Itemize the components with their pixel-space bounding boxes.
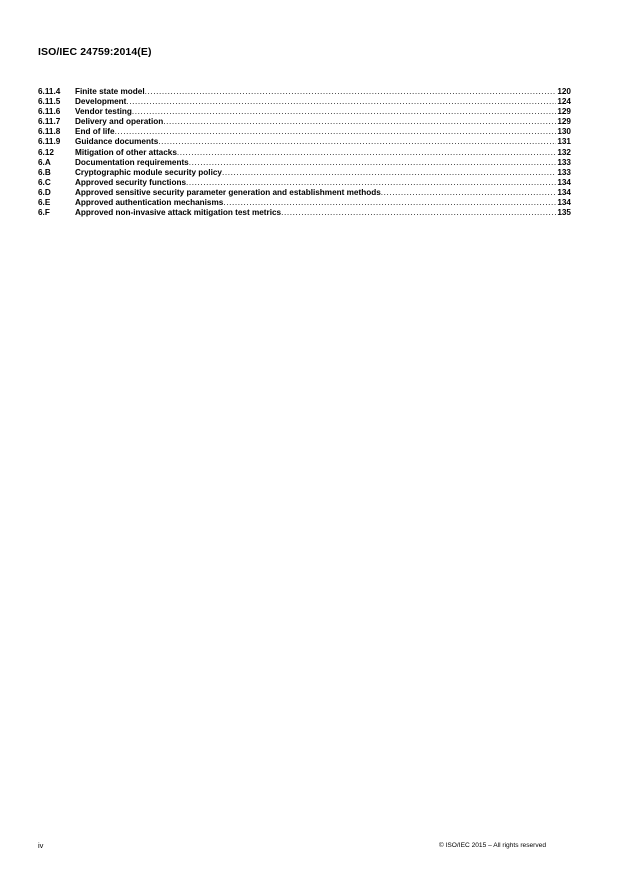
toc-entry-page: 135 — [557, 208, 571, 218]
toc-entry-number: 6.D — [38, 187, 51, 197]
toc-entry-title: Approved non-invasive attack mitigation test metrics — [75, 208, 282, 218]
toc-entry[interactable] — [38, 208, 571, 218]
toc-entry[interactable] — [38, 168, 571, 178]
toc-entry-title: Approved sensitive security parameter generation and establishment methods — [75, 187, 381, 197]
toc-entry-number: 6.11.6 — [38, 107, 61, 117]
toc-entry-page: 124 — [557, 97, 571, 107]
toc-entry[interactable] — [38, 158, 571, 168]
toc-dot-leader — [186, 178, 556, 188]
toc-entry-title: Documentation requirements — [75, 157, 189, 167]
toc-dot-leader — [189, 158, 557, 168]
toc-entry-number: 6.11.9 — [38, 137, 61, 147]
toc-entry-number: 6.F — [38, 208, 50, 218]
toc-entry-page: 134 — [557, 198, 571, 208]
page-number: iv — [38, 841, 44, 850]
toc-entry-page: 131 — [557, 137, 571, 147]
toc-entry[interactable] — [38, 137, 571, 147]
toc-dot-leader — [177, 148, 556, 158]
toc-entry-title: Vendor testing — [75, 107, 132, 117]
toc-dot-leader — [126, 97, 556, 107]
toc-entry[interactable] — [38, 107, 571, 117]
toc-dot-leader — [132, 107, 556, 117]
toc-dot-leader — [115, 127, 557, 137]
toc-entry-number: 6.11.8 — [38, 127, 61, 137]
toc-entry[interactable] — [38, 198, 571, 208]
copyright-notice: © ISO/IEC 2015 – All rights reserved — [438, 842, 546, 849]
toc-entry-page: 129 — [557, 107, 571, 117]
toc-entry[interactable] — [38, 178, 571, 188]
toc-entry-page: 133 — [557, 157, 571, 167]
toc-entry-title: Development — [75, 97, 127, 107]
toc-entry-title: Mitigation of other attacks — [75, 147, 177, 157]
toc-dot-leader — [222, 168, 556, 178]
toc-dot-leader — [163, 117, 556, 127]
toc-entry[interactable] — [38, 148, 571, 158]
toc-entry-page: 134 — [557, 187, 571, 197]
toc-dot-leader — [158, 137, 556, 147]
toc-entry-number: 6.A — [38, 157, 51, 167]
toc-entry-title: End of life — [75, 127, 115, 137]
toc-entry[interactable] — [38, 87, 571, 97]
toc-entry-title: Approved security functions — [75, 177, 187, 187]
toc-entry-title: Cryptographic module security policy — [75, 167, 222, 177]
toc-entry[interactable] — [38, 188, 571, 198]
toc-entry[interactable] — [38, 127, 571, 137]
toc-entry-title: Finite state model — [75, 87, 145, 96]
toc-entry-title: Approved authentication mechanisms — [75, 198, 224, 208]
toc-entry-number: 6.11.5 — [38, 97, 61, 107]
toc-dot-leader — [281, 208, 556, 218]
toc-entry-title: Guidance documents — [75, 137, 159, 147]
toc-entry[interactable] — [38, 97, 571, 107]
toc-dot-leader — [381, 188, 557, 198]
toc-entry-page: 133 — [557, 167, 571, 177]
toc-entry-page: 120 — [557, 87, 571, 96]
toc-entry-page: 132 — [557, 147, 571, 157]
toc-entry-number: 6.11.4 — [38, 87, 61, 96]
toc-entry-number: 6.E — [38, 198, 51, 208]
toc-entry-title: Delivery and operation — [75, 117, 164, 127]
page-header: ISO/IEC 24759:2014(E) — [38, 46, 152, 58]
toc-dot-leader — [223, 198, 556, 208]
toc-entry-page: 134 — [557, 177, 571, 187]
toc-dot-leader — [145, 87, 557, 97]
toc-entry-page: 130 — [557, 127, 571, 137]
toc-entry-number: 6.11.7 — [38, 117, 61, 127]
toc-entry-number: 6.B — [38, 167, 51, 177]
toc-entry-number: 6.12 — [38, 147, 54, 157]
toc-entry-page: 129 — [557, 117, 571, 127]
table-of-contents — [38, 87, 571, 218]
toc-entry[interactable] — [38, 117, 571, 127]
toc-entry-number: 6.C — [38, 177, 51, 187]
